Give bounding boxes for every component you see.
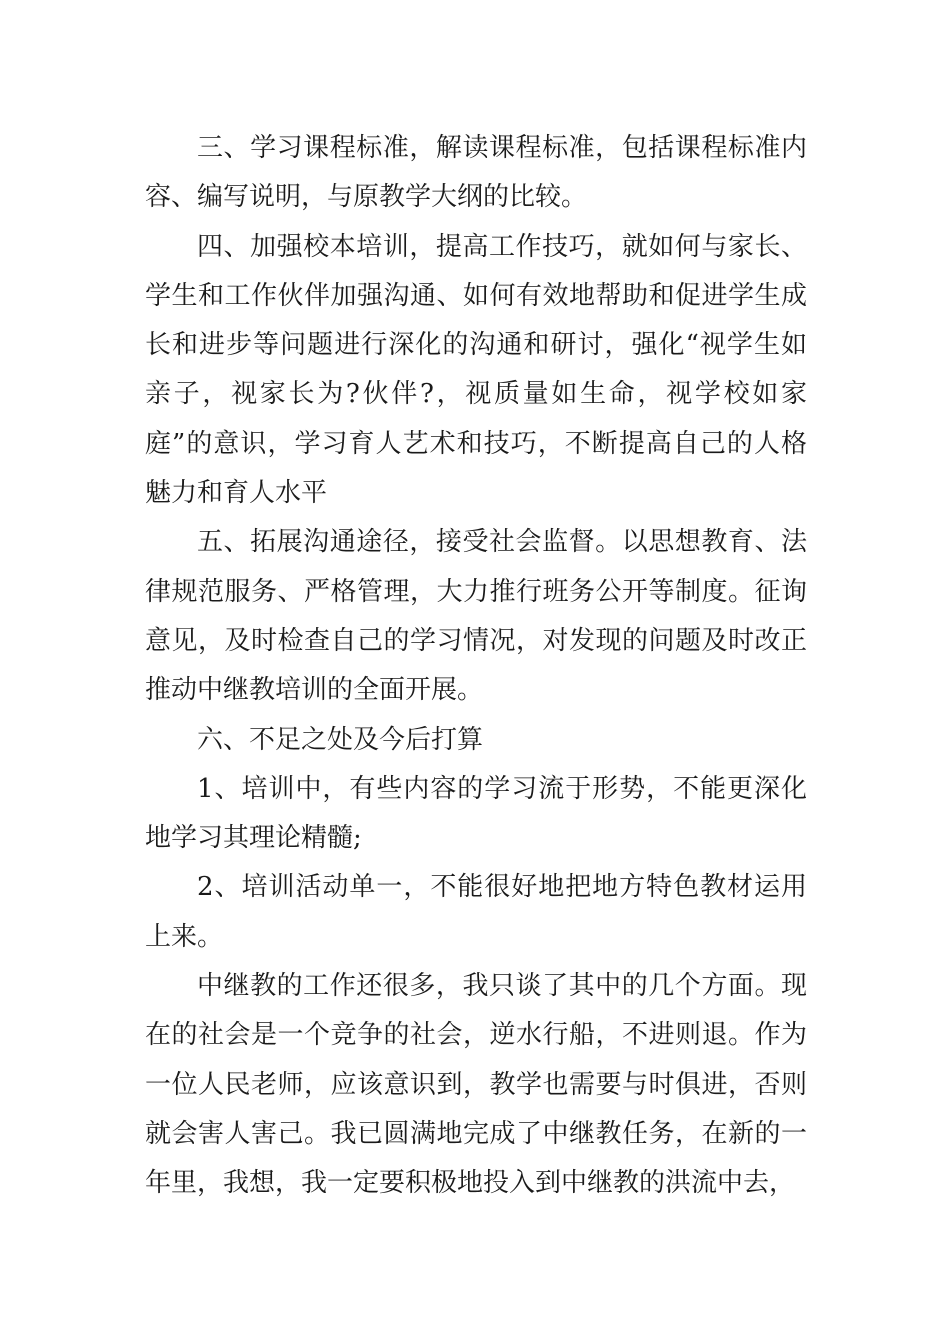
paragraph-school-training: 四、加强校本培训，提高工作技巧，就如何与家长、学生和工作伙伴加强沟通、如何有效地帮助和促进学生成长和进步等问题进行深化的沟通和研讨，强化“视学生如亲子，视家长为?伙伴?，视质量如生命，视学校如家庭”的意识，学习育人艺术和技巧，不断提高自己的人格魅力和育人水平 (145, 231, 807, 509)
paragraph-communication: 五、拓展沟通途径，接受社会监督。以思想教育、法律规范服务、严格管理，大力推行班务公开等制度。征询意见，及时检查自己的学习情况，对发现的问题及时改正推动中继教培训的全面开展。 (145, 527, 807, 706)
document-page (145, 124, 807, 1209)
paragraph-standards: 三、学习课程标准，解读课程标准，包括课程标准内容、编写说明，与原教学大纲的比较。 (145, 133, 807, 213)
paragraph-shortcoming-1: 1、培训中，有些内容的学习流于形势，不能更深化地学习其理论精髓; (145, 773, 807, 854)
paragraph-conclusion: 中继教的工作还很多，我只谈了其中的几个方面。现在的社会是一个竞争的社会，逆水行船，不进则退。作为一位人民老师，应该意识到，教学也需要与时俱进，否则就会害人害己。我已圆满地完成了中继教任务，在新的一年里，我想，我一定要积极地投入到中继教的洪流中去， (145, 971, 807, 1199)
paragraph-shortcoming-2: 2、培训活动单一，不能很好地把地方特色教材运用上来。 (145, 872, 807, 952)
paragraph-shortcomings-heading: 六、不足之处及今后打算 (197, 724, 484, 755)
